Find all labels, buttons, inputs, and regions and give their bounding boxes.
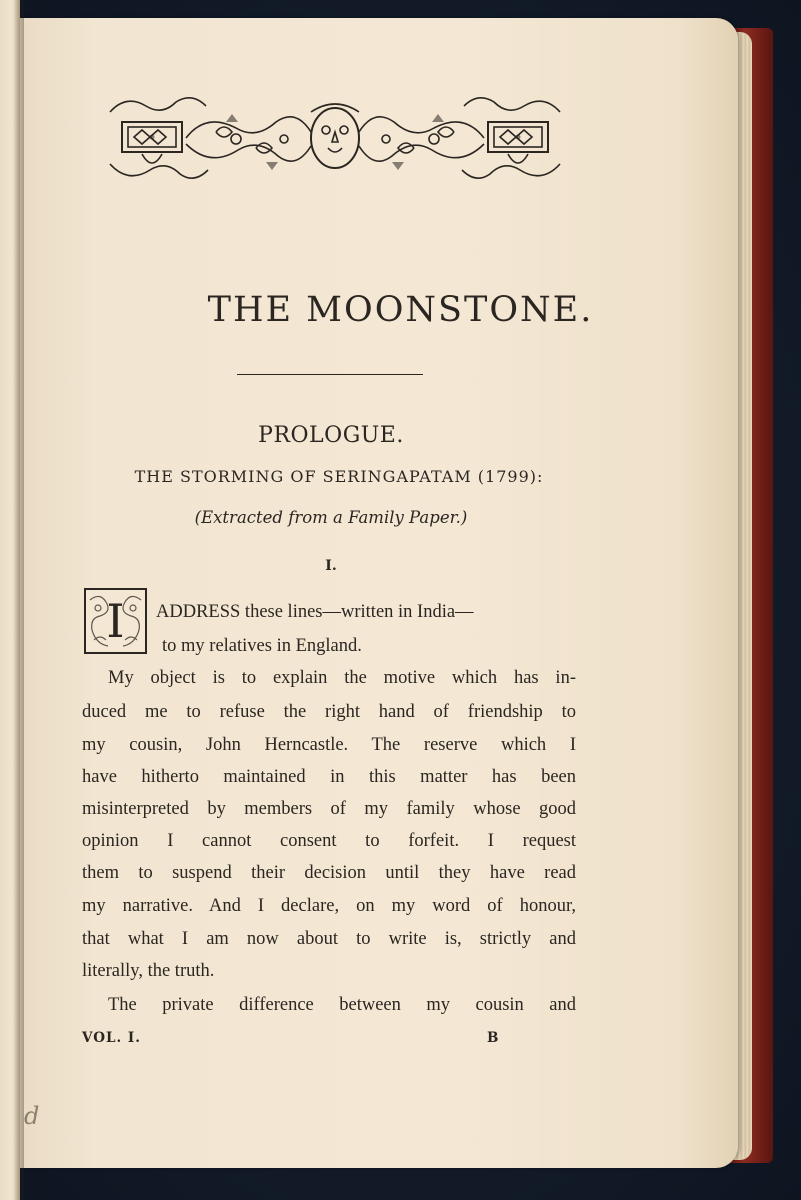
drop-cap-letter: I — [106, 594, 125, 648]
text-line: literally, the truth. — [82, 961, 215, 981]
pencil-annotation: d — [24, 1102, 40, 1130]
extracted-note: (Extracted from a Family Paper.) — [194, 508, 468, 527]
text-line: ADDRESS these lines—written in India— — [156, 602, 474, 622]
header-ornament — [106, 92, 564, 184]
text-line: that what I am now about to write is, strictly and — [82, 929, 576, 949]
volume-signature: VOL. I. — [82, 1030, 141, 1046]
text-line: opinion I cannot consent to forfeit. I request — [82, 831, 576, 851]
section-number: I. — [325, 558, 337, 574]
title-divider — [237, 374, 423, 375]
chapter-subtitle: THE STORMING OF SERINGAPATAM (1799): — [134, 467, 544, 486]
section-heading: PROLOGUE. — [258, 423, 404, 448]
gathering-signature: B — [487, 1030, 499, 1046]
text-line: them to suspend their decision until they have read — [82, 863, 576, 883]
gutter-shadow — [14, 0, 24, 1200]
text-line: My object is to explain the motive which has in- — [108, 668, 576, 688]
text-line: duced me to refuse the right hand of friendship to — [82, 702, 576, 722]
text-line: my cousin, John Herncastle. The reserve which I — [82, 735, 576, 755]
book-title: THE MOONSTONE. — [207, 290, 594, 330]
text-line: my narrative. And I declare, on my word of honour, — [82, 896, 576, 916]
drop-cap — [84, 588, 147, 654]
text-line: misinterpreted by members of my family whose good — [82, 799, 576, 819]
text-line: to my relatives in England. — [162, 636, 362, 656]
text-line: The private difference between my cousin and — [108, 995, 576, 1015]
text-line: have hitherto maintained in this matter has been — [82, 767, 576, 787]
